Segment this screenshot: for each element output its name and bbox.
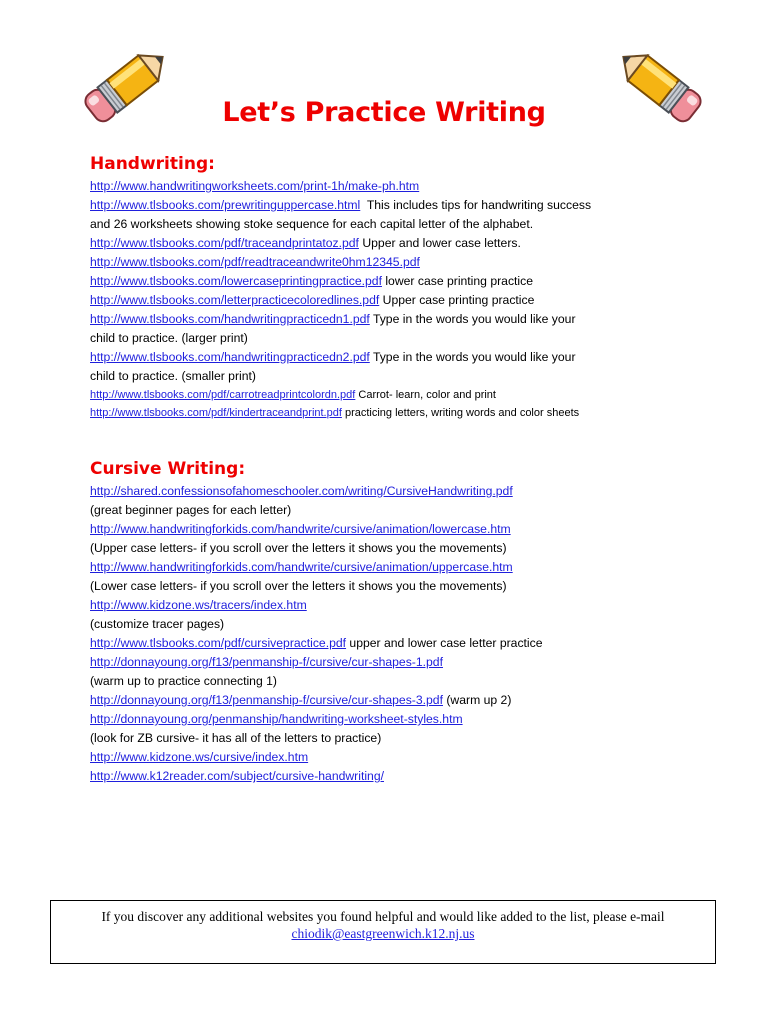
handwriting-description: Upper and lower case letters. [358, 236, 521, 250]
cursive-line [90, 653, 690, 672]
handwriting-description: Type in the words you would like your [369, 350, 576, 364]
handwriting-line [90, 234, 690, 253]
cursive-line [90, 672, 690, 691]
cursive-description: (look for ZB cursive- it has all of the letters to practice) [90, 731, 382, 745]
page-title: Let’s Practice Writing [222, 97, 546, 128]
handwriting-line [90, 367, 690, 386]
handwriting-link[interactable]: http://www.tlsbooks.com/pdf/traceandprintatoz.pdf [90, 236, 359, 250]
handwriting-section [90, 151, 690, 422]
handwriting-link[interactable]: http://www.handwritingworksheets.com/print-1h/make-ph.htm [90, 179, 420, 193]
cursive-link[interactable]: http://donnayoung.org/f13/penmanship-f/cursive/cur-shapes-1.pdf [90, 655, 443, 669]
cursive-description: (great beginner pages for each letter) [90, 503, 292, 517]
cursive-link[interactable]: http://www.handwritingforkids.com/handwrite/cursive/animation/lowercase.htm [90, 522, 511, 536]
cursive-line [90, 729, 690, 748]
cursive-line [90, 596, 690, 615]
handwriting-link[interactable]: http://www.tlsbooks.com/handwritingpracticedn1.pdf [90, 312, 370, 326]
handwriting-line [90, 291, 690, 310]
handwriting-description: and 26 worksheets showing stoke sequence for each capital letter of the alphabet. [90, 217, 534, 231]
cursive-link[interactable]: http://www.tlsbooks.com/pdf/cursivepractice.pdf [90, 636, 347, 650]
handwriting-link[interactable]: http://www.tlsbooks.com/pdf/readtraceandwrite0hm12345.pdf [90, 255, 420, 269]
cursive-line [90, 615, 690, 634]
cursive-link[interactable]: http://donnayoung.org/penmanship/handwriting-worksheet-styles.htm [90, 712, 463, 726]
cursive-link[interactable]: http://www.handwritingforkids.com/handwrite/cursive/animation/uppercase.htm [90, 560, 513, 574]
handwriting-line [90, 404, 690, 422]
cursive-line [90, 482, 690, 501]
handwriting-link[interactable]: http://www.tlsbooks.com/handwritingpracticedn2.pdf [90, 350, 370, 364]
cursive-link[interactable]: http://shared.confessionsofahomeschooler.com/writing/CursiveHandwriting.pdf [90, 484, 513, 498]
handwriting-link[interactable]: http://www.tlsbooks.com/lowercaseprintingpractice.pdf [90, 274, 382, 288]
handwriting-description: child to practice. (larger print) [90, 331, 248, 345]
handwriting-line [90, 177, 690, 196]
cursive-description: upper and lower case letter practice [346, 636, 543, 650]
cursive-list [90, 482, 690, 786]
cursive-line [90, 710, 690, 729]
cursive-description: (warm up 2) [442, 693, 512, 707]
handwriting-description: Carrot- learn, color and print [355, 389, 496, 401]
cursive-line [90, 558, 690, 577]
handwriting-line [90, 196, 690, 215]
handwriting-description: Type in the words you would like your [369, 312, 576, 326]
handwriting-description: Upper case printing practice [379, 293, 535, 307]
cursive-line [90, 520, 690, 539]
handwriting-list [90, 177, 690, 422]
cursive-description: (customize tracer pages) [90, 617, 225, 631]
handwriting-description: lower case printing practice [381, 274, 534, 288]
handwriting-line [90, 215, 690, 234]
handwriting-link[interactable]: http://www.tlsbooks.com/pdf/carrotreadprintcolordn.pdf [90, 389, 356, 401]
handwriting-heading: Handwriting: [90, 154, 215, 174]
handwriting-line [90, 310, 690, 329]
cursive-line [90, 634, 690, 653]
handwriting-link[interactable]: http://www.tlsbooks.com/letterpracticecoloredlines.pdf [90, 293, 380, 307]
handwriting-line [90, 272, 690, 291]
footer-box [50, 900, 716, 964]
cursive-description: (warm up to practice connecting 1) [90, 674, 277, 688]
handwriting-line [90, 329, 690, 348]
cursive-link[interactable]: http://donnayoung.org/f13/penmanship-f/cursive/cur-shapes-3.pdf [90, 693, 443, 707]
cursive-line [90, 501, 690, 520]
handwriting-line [90, 348, 690, 367]
cursive-description: (Upper case letters- if you scroll over the letters it shows you the movements) [90, 541, 507, 555]
cursive-line [90, 691, 690, 710]
handwriting-description: This includes tips for handwriting success [360, 198, 592, 212]
handwriting-line [90, 386, 690, 404]
footer-text: If you discover any additional websites you found helpful and would like added to the list, please e-mail [101, 909, 665, 924]
footer-email-link[interactable]: chiodik@eastgreenwich.k12.nj.us [291, 926, 475, 941]
cursive-line [90, 577, 690, 596]
cursive-link[interactable]: http://www.kidzone.ws/tracers/index.htm [90, 598, 307, 612]
handwriting-description: practicing letters, writing words and color sheets [341, 407, 580, 419]
cursive-line [90, 748, 690, 767]
handwriting-line [90, 253, 690, 272]
cursive-link[interactable]: http://www.k12reader.com/subject/cursive-handwriting/ [90, 769, 384, 783]
cursive-line [90, 539, 690, 558]
handwriting-link[interactable]: http://www.tlsbooks.com/pdf/kindertraceandprint.pdf [90, 407, 342, 419]
cursive-description: (Lower case letters- if you scroll over the letters it shows you the movements) [90, 579, 507, 593]
handwriting-description: child to practice. (smaller print) [90, 369, 256, 383]
cursive-heading: Cursive Writing: [90, 459, 246, 479]
handwriting-link[interactable]: http://www.tlsbooks.com/prewritinguppercase.html [90, 198, 361, 212]
cursive-line [90, 767, 690, 786]
cursive-link[interactable]: http://www.kidzone.ws/cursive/index.htm [90, 750, 309, 764]
cursive-section [90, 456, 690, 786]
